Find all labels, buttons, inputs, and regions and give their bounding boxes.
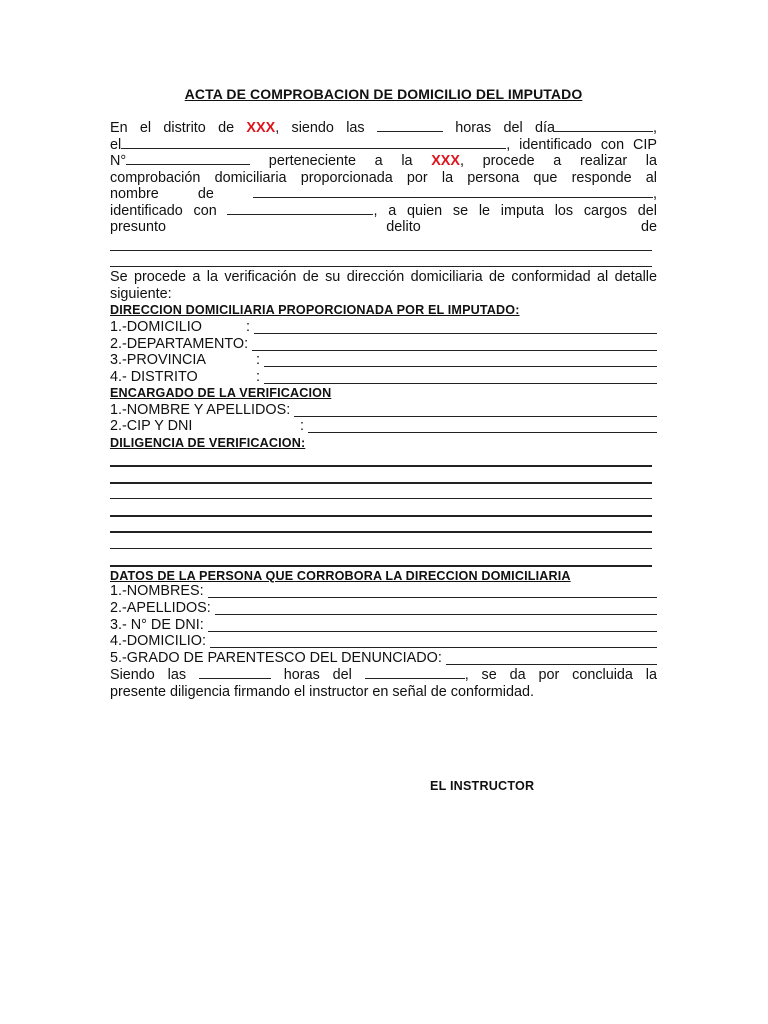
corroborator-field-nombres[interactable] (110, 583, 657, 600)
field-colon: : (286, 402, 291, 418)
crime-blank-line-1[interactable] (110, 250, 652, 251)
field-line[interactable] (210, 647, 657, 648)
diligence-line-1[interactable] (110, 465, 652, 467)
field-label: 1.-NOMBRES (110, 583, 200, 599)
address-field-departamento[interactable] (110, 336, 657, 353)
field-label: 4.- DISTRITO (110, 369, 198, 385)
section-header-corroborator: DATOS DE LA PERSONA QUE CORROBORA LA DIRECCION DOMICILIARIA (110, 569, 571, 583)
intro-text: N° (110, 153, 127, 169)
signature-label: EL INSTRUCTOR (430, 779, 535, 793)
document-title: ACTA DE COMPROBACION DE DOMICILIO DEL IMPUTADO (184, 86, 583, 102)
diligence-line-5[interactable] (110, 531, 652, 533)
intro-line-2 (110, 137, 657, 154)
closing-hour-blank[interactable] (199, 678, 271, 679)
district-placeholder: XXX (246, 120, 276, 136)
field-label: 3.-PROVINCIA (110, 352, 206, 368)
intro-text: nombre de (110, 186, 253, 202)
field-label: 1.-NOMBRE Y APELLIDOS (110, 402, 287, 418)
field-colon: : (437, 650, 442, 666)
intro-line-6 (110, 203, 657, 220)
intro-text: , (653, 186, 657, 202)
verification-paragraph: Se procede a la verificación de su dirección domiciliaria de conformidad al detalle siguiente: (110, 269, 657, 302)
field-line[interactable] (294, 416, 657, 417)
closing-text: , se da por concluida la (464, 667, 657, 683)
address-field-provincia[interactable] (110, 352, 657, 369)
diligence-line-6[interactable] (110, 548, 652, 549)
intro-text: , a quien se le imputa los cargos del (373, 203, 657, 219)
field-colon: : (206, 600, 211, 616)
address-field-domicilio[interactable] (110, 319, 657, 336)
verifier-field-name[interactable] (110, 402, 657, 419)
field-line[interactable] (252, 350, 657, 351)
field-label: 3.- N° DE DNI (110, 617, 200, 633)
day-blank[interactable] (555, 131, 653, 132)
intro-line-5 (110, 186, 657, 203)
intro-text: el (110, 137, 122, 153)
intro-text: , identificado con CIP (506, 137, 657, 153)
field-label: 5.-GRADO DE PARENTESCO DEL DENUNCIADO (110, 650, 438, 666)
id-blank[interactable] (227, 214, 373, 215)
field-line[interactable] (254, 333, 657, 334)
field-line[interactable] (446, 664, 657, 665)
closing-day-blank[interactable] (365, 678, 465, 679)
corroborator-field-domicilio[interactable] (110, 633, 657, 650)
intro-line-7: presunto delito de (110, 219, 657, 235)
field-colon: : (300, 418, 304, 434)
field-line[interactable] (208, 597, 657, 598)
field-line[interactable] (208, 631, 657, 632)
intro-text: , (653, 120, 658, 136)
section-header-verifier: ENCARGADO DE LA VERIFICACION (110, 386, 332, 400)
intro-text: En el distrito de (110, 120, 247, 136)
field-colon: : (256, 369, 260, 385)
intro-text: identificado con (110, 203, 228, 219)
intro-line-4: comprobación domiciliaria proporcionada por la persona que responde al (110, 170, 657, 186)
corroborator-field-parentesco[interactable] (110, 650, 657, 667)
cip-blank[interactable] (126, 164, 250, 165)
field-colon: : (199, 583, 204, 599)
field-colon: : (256, 352, 260, 368)
field-line[interactable] (264, 383, 657, 384)
field-label: 1.-DOMICILIO (110, 319, 202, 335)
diligence-line-7[interactable] (110, 565, 652, 567)
hour-blank[interactable] (377, 131, 443, 132)
intro-text: perteneciente a la (250, 153, 432, 169)
name-blank[interactable] (121, 148, 506, 149)
intro-text: , procede a realizar la (459, 153, 657, 169)
intro-text: , siendo las (275, 120, 377, 136)
intro-text: horas del día (442, 120, 556, 136)
field-colon: : (201, 633, 206, 649)
field-label: 4.-DOMICILIO (110, 633, 202, 649)
unit-placeholder: XXX (431, 153, 460, 169)
field-label: 2.-APELLIDOS (110, 600, 207, 616)
closing-text: Siendo las (110, 667, 199, 683)
field-line[interactable] (264, 366, 657, 367)
field-colon: : (244, 336, 249, 352)
section-header-diligence: DILIGENCIA DE VERIFICACION: (110, 436, 306, 450)
diligence-line-3[interactable] (110, 498, 652, 499)
section-header-address: DIRECCION DOMICILIARIA PROPORCIONADA POR EL IMPUTADO: (110, 303, 520, 317)
field-line[interactable] (215, 614, 657, 615)
intro-line-1 (110, 120, 657, 137)
field-colon: : (246, 319, 250, 335)
corroborator-field-dni[interactable] (110, 617, 657, 634)
field-line[interactable] (308, 432, 657, 433)
address-field-distrito[interactable] (110, 369, 657, 386)
field-colon: : (199, 617, 204, 633)
verifier-field-cip-dni[interactable] (110, 418, 657, 435)
closing-line-2: presente diligencia firmando el instructor en señal de conformidad. (110, 684, 534, 700)
intro-line-3 (110, 153, 657, 170)
crime-blank-line-2[interactable] (110, 266, 652, 267)
closing-line-1 (110, 667, 657, 684)
diligence-line-4[interactable] (110, 515, 652, 517)
field-label: 2.-DEPARTAMENTO (110, 336, 245, 352)
responder-name-blank[interactable] (253, 197, 653, 198)
closing-text: horas del (270, 667, 365, 683)
field-label: 2.-CIP Y DNI (110, 418, 193, 434)
corroborator-field-apellidos[interactable] (110, 600, 657, 617)
diligence-line-2[interactable] (110, 482, 652, 484)
